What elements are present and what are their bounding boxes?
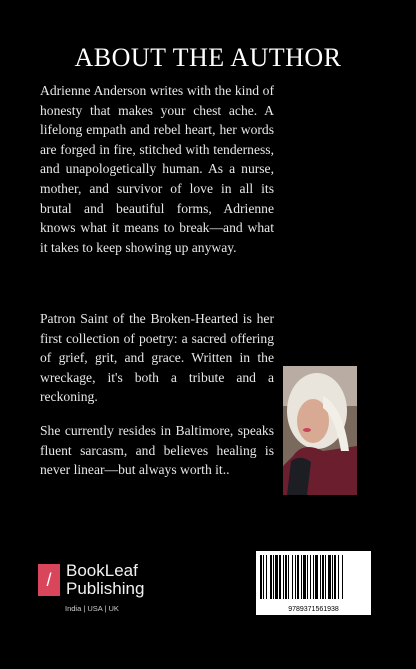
barcode-bars <box>256 551 371 603</box>
isbn-number: 9789371561938 <box>288 606 339 613</box>
publisher-regions: India | USA | UK <box>65 604 119 613</box>
page-title: ABOUT THE AUTHOR <box>74 43 342 72</box>
isbn-barcode <box>256 551 371 615</box>
publisher-logo-mark: / <box>38 564 60 596</box>
author-photo <box>283 366 357 495</box>
bio-paragraph-2: Patron Saint of the Broken-Hearted is her first collection of poetry: a sacred offering of grief, grit, and grace. Written in the wreckage, it's both a tribute and a reckoning. <box>40 311 274 405</box>
bio-paragraph-1: Adrienne Anderson writes with the kind of honesty that makes your chest ache. A lifelong empath and rebel heart, her words are forged in fire, stitched with tenderness, and unapologetically human. As a nurse, mother, and survivor of love in all its brutal and beautiful forms, Adrienne knows what it means to break—and what it takes to keep showing up anyway. <box>40 83 274 255</box>
publisher-name <box>66 562 144 598</box>
bio-paragraph-3: She currently resides in Baltimore, speaks fluent sarcasm, and believes healing is never linear—but always worth it.. <box>40 423 274 478</box>
publisher-name-line2: Publishing <box>66 579 145 598</box>
publisher-name-line1: BookLeaf <box>66 561 138 580</box>
